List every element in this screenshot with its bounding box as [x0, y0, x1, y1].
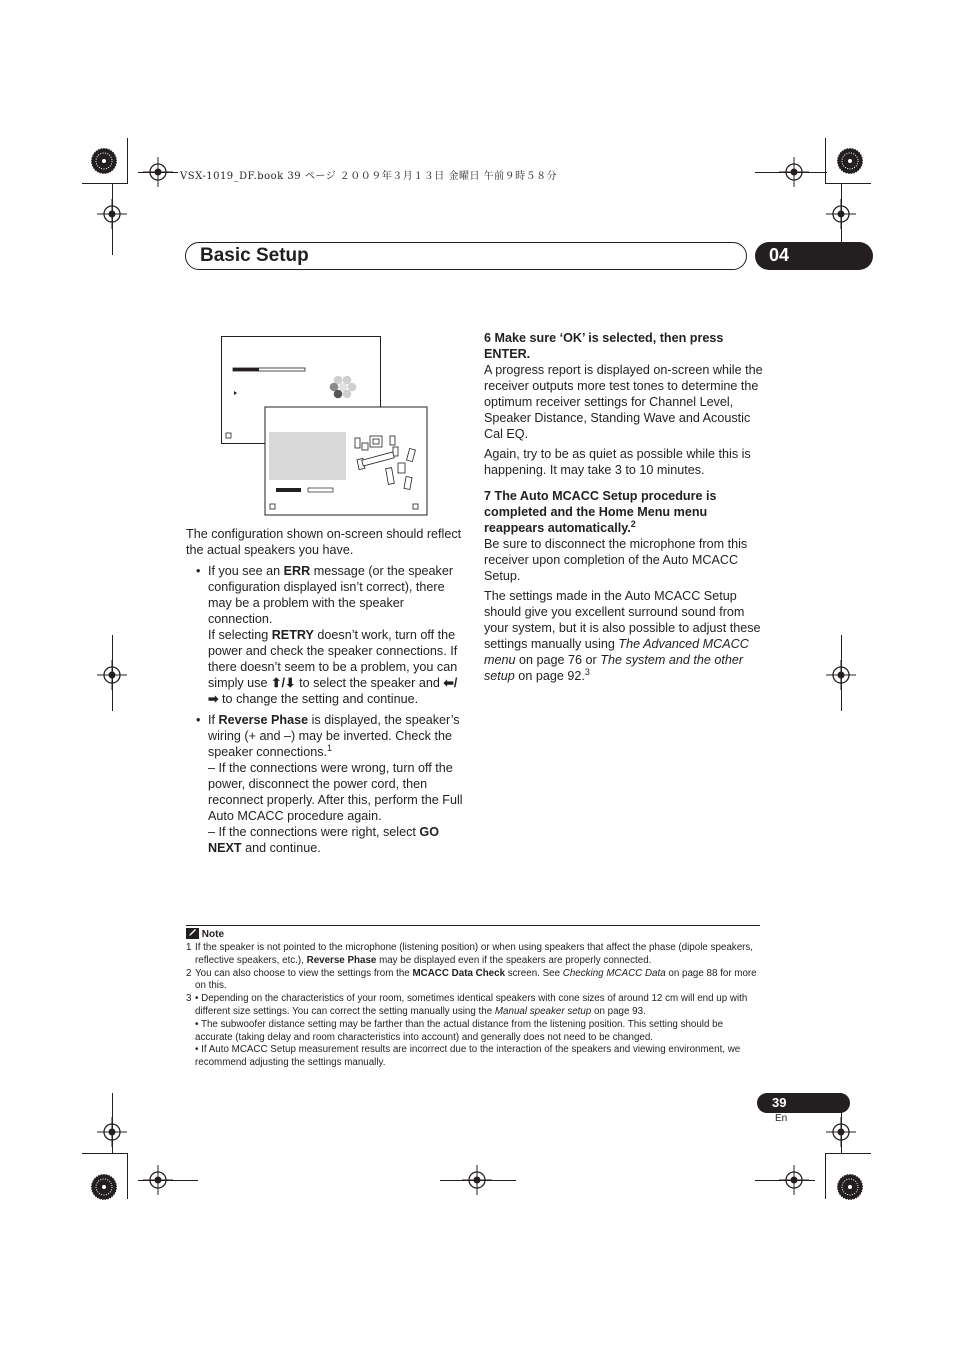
notes-section: [186, 925, 760, 1070]
right-column: [484, 330, 764, 684]
step-7-heading: [484, 488, 764, 536]
registration-target-icon: [779, 1165, 809, 1195]
note-pencil-icon: [186, 928, 199, 939]
screen-illustration: [220, 335, 430, 517]
text: may be displayed even if the speakers are properly connected.: [376, 954, 652, 966]
page-number: 39: [772, 1095, 787, 1110]
text: is displayed, the speaker’s wiring (+ and –) may be inverted. Check the speaker connections.: [208, 713, 460, 759]
text: • Depending on the characteristics of your room, sometimes identical speakers with cone sizes of around 12 cm will end up with different size settings. You can correct the setting manually using the: [195, 993, 748, 1017]
step-6-paragraph: A progress report is displayed on-screen while the receiver outputs more test tones to determine the optimum receiver settings for Channel Level, Speaker Distance, Standing Wave and Acoustic Cal EQ.: [484, 363, 763, 441]
footnote-3: [186, 993, 760, 1070]
chapter-number: 04: [769, 245, 790, 265]
text: Reverse Phase: [306, 954, 377, 966]
registration-target-icon: [826, 660, 856, 690]
text: 7 The Auto MCACC Setup procedure is completed and the Home Menu menu reappears automatically.: [484, 489, 717, 535]
note-title: Note: [201, 929, 225, 940]
text: – If the connections were right, select: [208, 825, 420, 839]
intro-paragraph: The configuration shown on-screen should reflect the actual speakers you have.: [186, 527, 462, 557]
text: MCACC Data Check: [412, 967, 506, 979]
footnote-ref: 3: [584, 666, 590, 677]
footnote-2: [186, 968, 760, 994]
chapter-badge: [755, 242, 873, 270]
text: on page 93.: [591, 1005, 646, 1017]
text: • If Auto MCACC Setup measurement results are incorrect due to the interaction of the speakers and viewing environment, we recommend adjusting the settings manually.: [195, 1044, 741, 1069]
registration-target-icon: [97, 660, 127, 690]
page-number-badge: [757, 1093, 850, 1113]
footnote-ref: 2: [630, 518, 636, 529]
text: screen. See: [505, 967, 563, 979]
text: to change the setting and continue.: [218, 692, 419, 706]
footnote-1: [186, 942, 760, 968]
retry-label: RETRY: [271, 628, 314, 642]
registration-target-icon: [462, 1165, 492, 1195]
cross-reference: Checking MCACC Data: [562, 967, 666, 979]
text: on page 76 or: [515, 653, 601, 667]
reverse-phase-bullet: [186, 712, 466, 856]
footnote-number: 3: [186, 993, 192, 1005]
step-6-paragraph-2: Again, try to be as quiet as possible while this is happening. It may take 3 to 10 minutes.: [484, 447, 751, 477]
up-down-arrow-icon: ⬆/⬇: [271, 676, 296, 690]
err-bullet: [186, 563, 466, 707]
text: If the speaker is not pointed to the microphone (listening position) or when using speakers that affect the phase (dipole speakers, reflective speakers, etc.),: [195, 942, 754, 966]
footnote-number: 1: [186, 942, 192, 953]
starburst-disc-icon: [90, 147, 118, 175]
registration-target-icon: [826, 199, 856, 229]
registration-target-icon: [97, 1117, 127, 1147]
go-next-label: GO NEXT: [208, 825, 440, 855]
cross-reference: Manual speaker setup: [494, 1005, 592, 1017]
text: – If the connections were wrong, turn off the power, disconnect the power cord, then reconnect properly. After this, perform the Full Auto MCACC procedure again.: [208, 761, 463, 823]
text: You can also choose to view the settings from the: [195, 967, 413, 979]
starburst-disc-icon: [836, 1173, 864, 1201]
err-label: ERR: [283, 564, 311, 578]
text: message (or the speaker configuration displayed isn’t correct), there may be a problem with the speaker connection.: [208, 564, 454, 626]
text: and continue.: [241, 841, 321, 855]
starburst-disc-icon: [836, 147, 864, 175]
step-7-paragraph-2: [484, 588, 764, 684]
step-7-paragraph: Be sure to disconnect the microphone from this receiver upon completion of the Auto MCACC Setup.: [484, 537, 748, 583]
language-label: En: [775, 1113, 788, 1124]
registration-target-icon: [143, 157, 173, 187]
print-header: VSX-1019_DF.book 39 ページ ２００９年３月１３日 金曜日 午前９時５８分: [180, 171, 558, 182]
text: on page 88 for more on this.: [195, 967, 757, 992]
text: • The subwoofer distance setting may be farther than the actual distance from the listening position. This setting should be accurate (taking delay and room characteristics into account) and generally does not need to be changed.: [195, 1018, 724, 1043]
text: The settings made in the Auto MCACC Setup should give you excellent surround sound from your system, but it is also possible to adjust these settings manually using: [484, 589, 761, 651]
text: If selecting: [208, 628, 272, 642]
left-right-arrow-icon: ⬅/➡: [208, 676, 458, 706]
text: If: [208, 713, 219, 727]
text: to select the speaker and: [295, 676, 444, 690]
cross-reference: The Advanced MCACC menu: [484, 637, 749, 667]
registration-target-icon: [779, 157, 809, 187]
footnote-number: 2: [186, 967, 192, 979]
text: doesn’t work, turn off the power and check the speaker connections. If there doesn’t seem to be a problem, you can simply use: [208, 628, 458, 690]
cross-reference: The system and the other setup: [484, 653, 744, 683]
registration-target-icon: [826, 1117, 856, 1147]
step-6-heading: 6 Make sure ‘OK’ is selected, then press ENTER.: [484, 331, 724, 361]
text: If you see an: [208, 564, 284, 578]
section-title-bar: [185, 242, 747, 270]
registration-target-icon: [97, 199, 127, 229]
registration-target-icon: [143, 1165, 173, 1195]
text: on page 92.: [514, 669, 585, 683]
left-column: [186, 526, 466, 856]
starburst-disc-icon: [90, 1173, 118, 1201]
reverse-phase-label: Reverse Phase: [218, 713, 309, 727]
note-heading: [186, 926, 760, 942]
section-title: Basic Setup: [200, 245, 309, 266]
footnote-ref: 1: [327, 742, 333, 753]
